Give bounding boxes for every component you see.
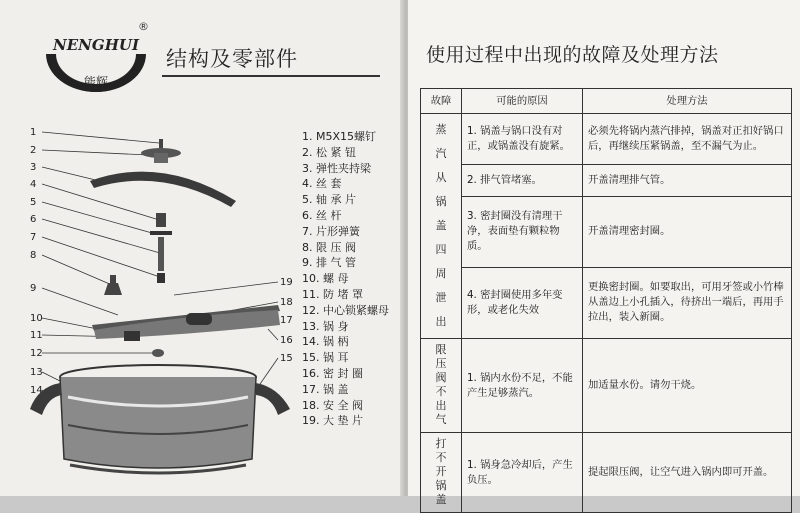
part-item: 11. 防 堵 罩 [302,287,363,301]
cause-cell: 4. 密封圈使用多年变形，或老化失效 [462,267,583,338]
callout-number: 3 [30,162,37,173]
part-item: 10. 螺 母 [302,272,349,286]
fault-cell [421,433,462,513]
callout-number: 2 [30,145,37,156]
cause-cell: 1. 锅内水份不足，不能产生足够蒸汽。 [462,339,583,433]
callout-leader-line [258,358,278,387]
callout-number: 9 [30,283,37,294]
solution-cell: 提起限压阀，让空气进入锅内即可开盖。 [583,433,792,513]
part-item: 7. 片形弹簧 [302,224,360,238]
callout-number: 4 [30,179,37,190]
solution-cell: 开盖清理密封圈。 [583,196,792,267]
part-item: 18. 安 全 阀 [302,398,363,412]
cause-cell: 1. 锅身急冷却后，产生负压。 [462,433,583,513]
part-item: 4. 丝 套 [302,177,342,191]
callout-leader-line [42,237,160,277]
callout-number: 11 [30,330,43,341]
callout-number: 1 [30,127,37,138]
solution-cell: 更换密封圈。如要取出，可用牙签或小竹棒从盖边上小孔插入，待挤出一端后，再用手拉出，装入新圈。 [583,267,792,338]
callout-number: 8 [30,250,37,261]
callout-number: 6 [30,214,37,225]
part-item: 1. M5X15螺钉 [302,130,377,143]
svg-text:NENGHUI: NENGHUI [53,36,139,54]
table-row [421,267,792,338]
callout-number: 15 [280,353,293,364]
callout-leader-line [42,150,148,155]
header-solution: 处理方法 [583,89,792,114]
parts-section-title: 结构及零部件 [166,47,298,71]
callout-leader-line [42,132,159,143]
cause-cell: 3. 密封圈没有清理干净，表面垫有颗粒物质。 [462,196,583,267]
pressure-cooker-exploded-diagram [28,125,298,496]
table-row [421,339,792,433]
callout-number: 10 [30,313,43,324]
callout-leader-line [42,202,152,233]
fault-text: 限压阀不出气 [435,343,447,426]
table-row [421,196,792,267]
registered-mark: ® [138,20,149,33]
troubleshooting-title: 使用过程中出现的故障及处理方法 [426,44,719,66]
fault-cell [421,339,462,433]
callout-leader-line [42,219,160,253]
svg-text:能辉: 能辉 [83,75,109,89]
solution-cell: 开盖清理排气管。 [583,165,792,197]
solution-cell: 加适量水份。请勿干烧。 [583,339,792,433]
left-page [0,0,404,496]
callout-leader-line [42,255,112,285]
part-item: 17. 锅 盖 [302,382,349,396]
callout-number: 18 [280,297,293,308]
callout-number: 14 [30,385,43,396]
part-item: 16. 密 封 圈 [302,366,363,380]
right-page [408,0,800,506]
brand-logo [40,26,152,112]
callout-number: 13 [30,367,43,378]
table-row [421,114,792,165]
table-row [421,433,792,513]
part-item: 6. 丝 杆 [302,208,342,222]
part-item: 14. 锅 柄 [302,335,349,349]
part-item: 15. 锅 耳 [302,351,349,365]
callout-number: 16 [280,335,293,346]
part-item: 19. 大 垫 片 [302,414,363,428]
callout-number: 5 [30,197,37,208]
callout-leader-line [174,282,278,295]
part-item: 9. 排 气 管 [302,256,356,270]
callout-number: 12 [30,348,43,359]
cause-cell: 2. 排气管堵塞。 [462,165,583,197]
fault-text: 蒸汽从锅盖四周泄出 [435,123,447,328]
parts-list [302,129,402,429]
fault-text: 打不开锅盖 [435,437,447,506]
cause-cell: 1. 锅盖与锅口没有对正，或锅盖没有旋紧。 [462,114,583,165]
part-item: 13. 锅 身 [302,319,349,333]
fault-cell [421,114,462,339]
callout-leader-line [42,184,156,219]
title-underline [162,75,380,77]
part-item: 8. 限 压 阀 [302,240,356,254]
troubleshooting-table [420,88,792,513]
callout-number: 17 [280,315,293,326]
part-item: 3. 弹性夹持梁 [302,161,371,175]
table-row [421,165,792,197]
table-header-row [421,89,792,114]
callout-number: 7 [30,232,37,243]
part-item: 5. 轴 承 片 [302,193,356,207]
part-item: 12. 中心锁紧螺母 [302,303,389,317]
part-item: 2. 松 紧 钮 [302,145,356,159]
solution-cell: 必须先将锅内蒸汽排掉，锅盖对正扣好锅口后，再继续压紧锅盖，至不漏气为止。 [583,114,792,165]
header-cause: 可能的原因 [462,89,583,114]
callout-leader-line [268,329,278,340]
callout-number: 19 [280,277,293,288]
header-fault: 故障 [421,89,462,114]
